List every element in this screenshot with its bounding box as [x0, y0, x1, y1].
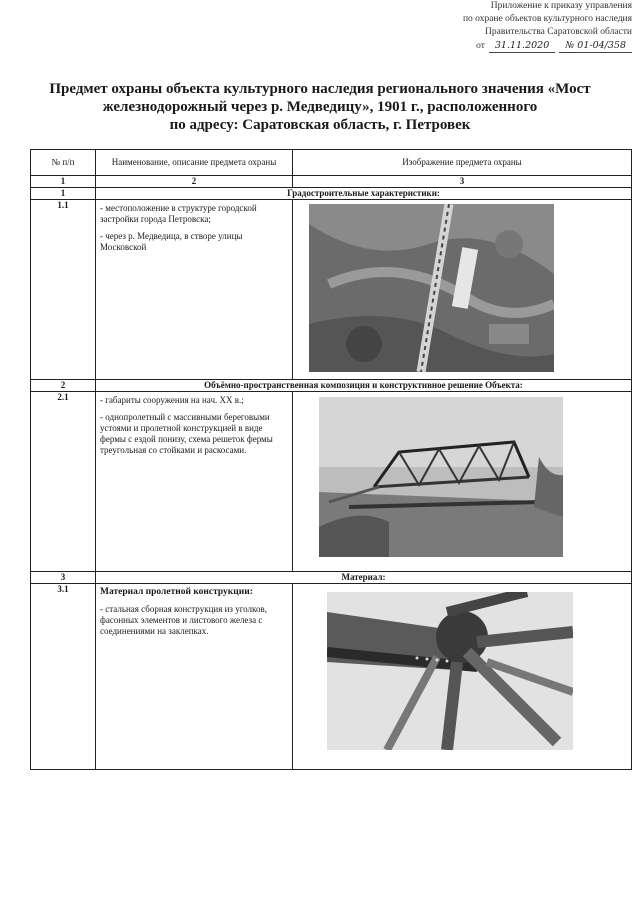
table-row [31, 200, 632, 380]
column-index-row [31, 176, 632, 188]
approval-line-3: Правительства Саратовской области [485, 27, 632, 37]
index-1: 1 [31, 176, 96, 188]
section-number: 3 [31, 572, 96, 584]
index-2: 2 [96, 176, 293, 188]
approval-line-2: по охране объектов культурного наследия [462, 14, 632, 24]
title-line-2: железнодорожный через р. Медведицу», 1901 г., расположенного [102, 99, 538, 115]
table-row [31, 392, 632, 572]
bridge-photo [319, 397, 563, 557]
item-description [96, 200, 293, 380]
description-line: - стальная сборная конструкция из уголков, фасонных элементов и листового железа с соединениями на заклепках. [100, 604, 267, 636]
image-cell [293, 584, 632, 770]
section-number: 2 [31, 380, 96, 392]
item-description [96, 392, 293, 572]
index-3: 3 [293, 176, 632, 188]
description-line: - через р. Медведица, в створе улицы Московской [100, 231, 243, 252]
section-title: Градостроительные характеристики: [96, 188, 632, 200]
title-line-1: Предмет охраны объекта культурного наследия регионального значения «Мост [49, 81, 591, 97]
truss-detail-photo [327, 592, 573, 750]
header-number: № п/п [31, 150, 96, 176]
section-row [31, 380, 632, 392]
item-description [96, 584, 293, 770]
item-number: 1.1 [31, 200, 96, 380]
approval-number: № 01-04/358 [559, 39, 632, 53]
image-cell [293, 392, 632, 572]
approval-date-line [382, 39, 632, 53]
section-title: Объёмно-пространственная композиция и конструктивное решение Объекта: [96, 380, 632, 392]
approval-ot: от [476, 41, 485, 51]
approval-date: 31.11.2020 [489, 39, 555, 53]
title-line-3: по адресу: Саратовская область, г. Петровек [169, 117, 471, 133]
item-number: 3.1 [31, 584, 96, 770]
approval-line-1: Приложение к приказу управления [490, 1, 632, 11]
table-row [31, 584, 632, 770]
document-title [10, 80, 630, 134]
aerial-photo [309, 204, 554, 372]
section-number: 1 [31, 188, 96, 200]
protection-table [30, 149, 632, 770]
section-row [31, 188, 632, 200]
table-header-row [31, 150, 632, 176]
image-cell [293, 200, 632, 380]
section-title: Материал: [96, 572, 632, 584]
item-number: 2.1 [31, 392, 96, 572]
section-row [31, 572, 632, 584]
header-image: Изображение предмета охраны [293, 150, 632, 176]
description-line: - однопролетный с массивными береговыми устоями и пролетной конструкцией в виде фермы с ездой понизу, схема решеток фермы треугольная со стойками и раскосами. [100, 412, 273, 455]
approval-header [382, 0, 632, 53]
header-description: Наименование, описание предмета охраны [96, 150, 293, 176]
description-line: - габариты сооружения на нач. XX в.; [100, 395, 244, 405]
description-heading: Материал пролетной конструкции: [100, 587, 253, 597]
description-line: - местоположение в структуре городской застройки города Петровска; [100, 203, 257, 224]
